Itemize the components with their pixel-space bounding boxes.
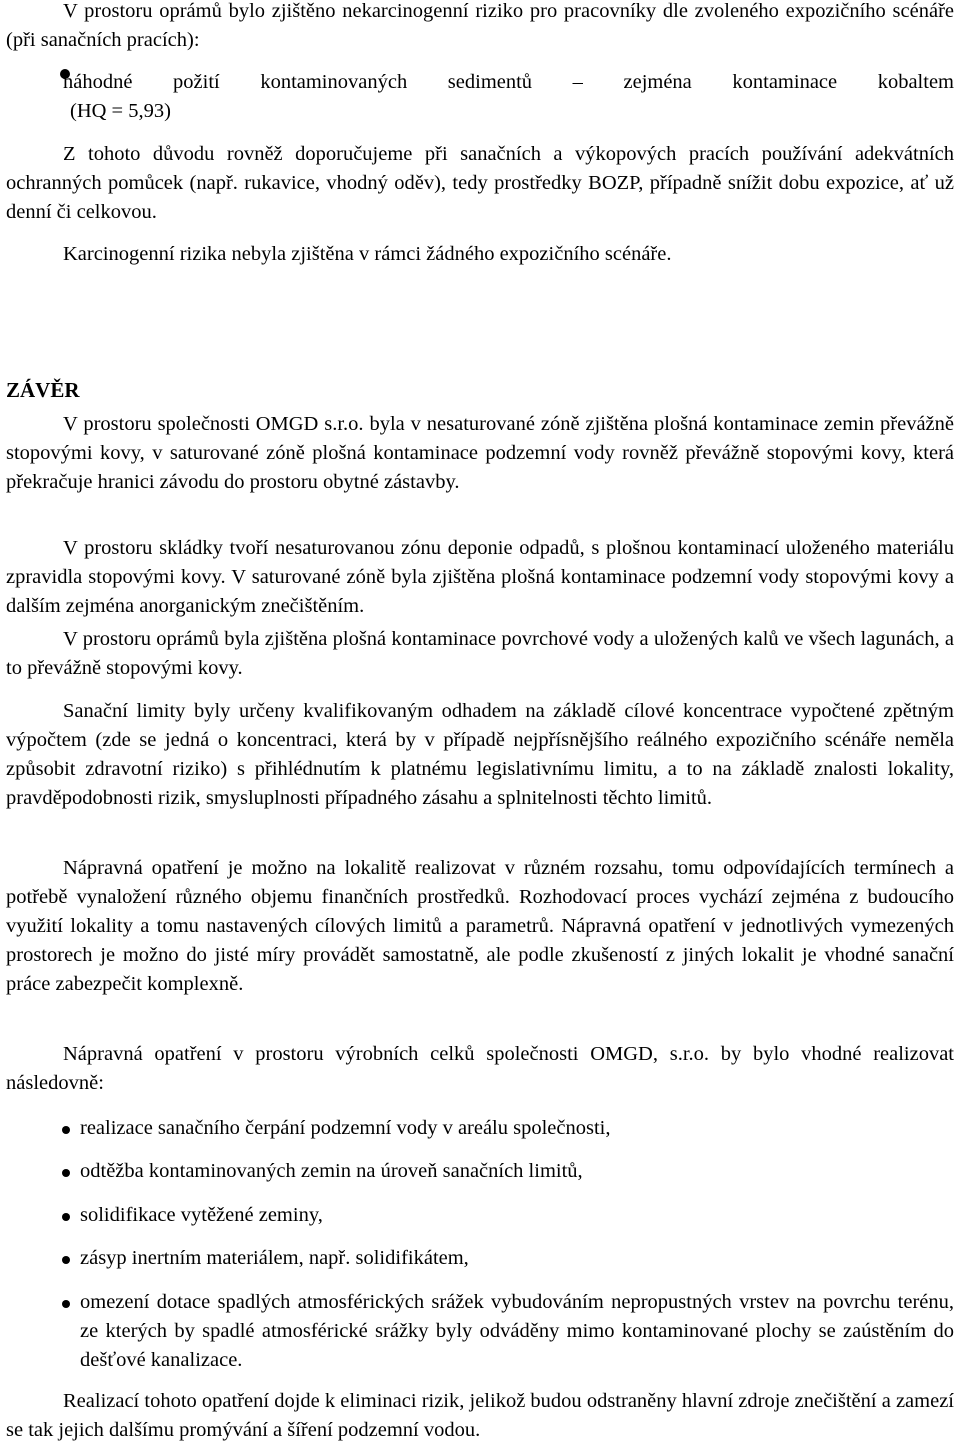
conclusion-paragraph-3: V prostoru oprámů byla zjištěna plošná kontaminace povrchové vody a uložených kalů ve všech lagunách, a to převážně stopovými kovy. bbox=[6, 628, 954, 679]
conclusion-paragraph-4: Sanační limity byly určeny kvalifikovaným odhadem na základě cílové koncentrace vypočtené zpětným výpočtem (zde se jedná o koncentraci, která by v případě nejpřísnějšího reálného expozičního scénáře neměla způsobit zdravotní riziko) s přihlédnutím k platnému legislativnímu limitu, a to na základě znalosti lokality, pravděpodobnosti rizik, smysluplnosti případného zásahu a splnitelnosti těchto limitů. bbox=[6, 700, 954, 809]
measure-item: solidifikace vytěžené zeminy, bbox=[80, 1204, 323, 1226]
measure-item: odtěžba kontaminovaných zemin na úroveň sanačních limitů, bbox=[80, 1160, 583, 1182]
conclusion-paragraph-2: V prostoru skládky tvoří nesaturovanou zónu deponie odpadů, s plošnou kontaminací uloženého materiálu zpravidla stopovými kovy. V saturované zóně byla zjištěna plošná kontaminace podzemní vody stopovými kovy a dalším zejména anorganickým znečištěním. bbox=[6, 537, 954, 617]
bullet-dot bbox=[62, 1169, 70, 1177]
conclusion-paragraph-6: Nápravná opatření v prostoru výrobních celků společnosti OMGD, s.r.o. by bylo vhodné realizovat následovně: bbox=[6, 1043, 954, 1094]
intro-bullet-item: náhodné požití kontaminovaných sedimentů – zejména kontaminace kobaltem bbox=[63, 71, 954, 93]
intro-paragraph-2: Z tohoto důvodu rovněž doporučujeme při sanačních a výkopových pracích používání adekvátních ochranných pomůcek (např. rukavice, vhodný oděv), tedy prostředky BOZP, případně snížit dobu expozice, ať už denní či celkovou. bbox=[6, 143, 954, 223]
measure-item: zásyp inertním materiálem, např. solidifikátem, bbox=[80, 1247, 469, 1269]
measure-item: realizace sanačního čerpání podzemní vody v areálu společnosti, bbox=[80, 1117, 611, 1139]
measure-item: omezení dotace spadlých atmosférických srážek vybudováním nepropustných vrstev na povrchu terénu, ze kterých by spadlé atmosférické srážky byly odváděny mimo kontaminované plochy se zaústěním do dešťové kanalizace. bbox=[80, 1291, 954, 1371]
conclusion-paragraph-1: V prostoru společnosti OMGD s.r.o. byla v nesaturované zóně zjištěna plošná kontaminace zemin převážně stopovými kovy, v saturované zóně plošná kontaminace podzemní vody rovněž převážně stopovými kovy, která překračuje hranici závodu do prostoru obytné zástavby. bbox=[6, 413, 954, 493]
conclusion-heading: ZÁVĚR bbox=[6, 378, 80, 402]
bullet-dot bbox=[62, 1126, 70, 1134]
bullet-dot bbox=[62, 1213, 70, 1221]
bullet-dot bbox=[62, 1300, 70, 1308]
conclusion-paragraph-5: Nápravná opatření je možno na lokalitě realizovat v různém rozsahu, tomu odpovídajících termínech a potřebě vynaložení různého objemu finančních prostředků. Rozhodovací proces vychází zejména z budoucího využití lokality a tomu nastavených cílových limitů a parametrů. Nápravná opatření v jednotlivých vymezených prostorech je možno do jisté míry provádět samostatně, ale podle zkušeností z jiných lokalit je vhodné sanační práce zabezpečit komplexně. bbox=[6, 857, 954, 995]
conclusion-paragraph-7: Realizací tohoto opatření dojde k eliminaci rizik, jelikož budou odstraněny hlavní zdroje znečištění a zamezí se tak jejich dalšímu promývání a šíření podzemní vodou. bbox=[6, 1390, 954, 1441]
intro-bullet-continuation: (HQ = 5,93) bbox=[70, 100, 171, 122]
bullet-dot bbox=[62, 1256, 70, 1264]
intro-paragraph-3: Karcinogenní rizika nebyla zjištěna v rámci žádného expozičního scénáře. bbox=[63, 243, 672, 265]
intro-paragraph-1: V prostoru oprámů bylo zjištěno nekarcinogenní riziko pro pracovníky dle zvoleného expozičního scénáře (při sanačních pracích): bbox=[6, 0, 954, 51]
